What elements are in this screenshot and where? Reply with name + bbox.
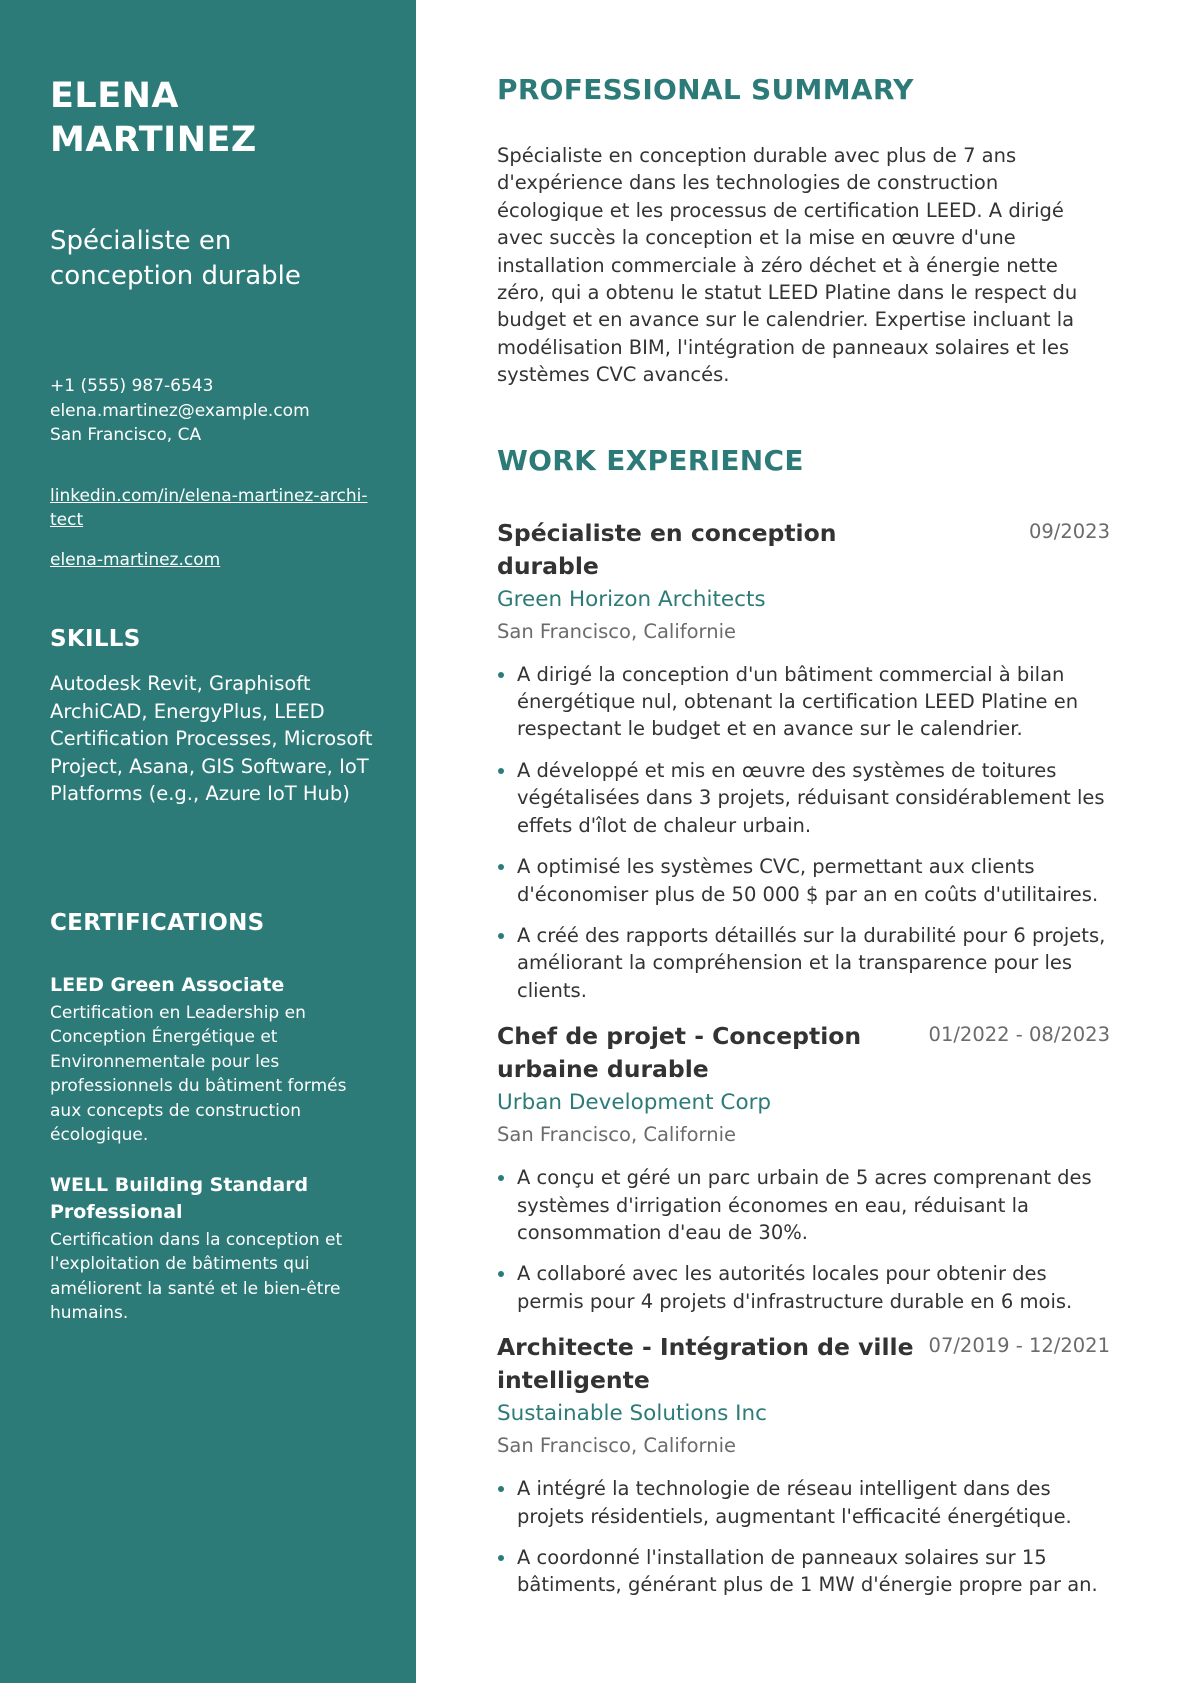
achievement-item: A conçu et géré un parc urbain de 5 acres comprenant des systèmes d'irrigation économes en eau, réduisant la consommation d'eau de 30%. bbox=[497, 1164, 1110, 1246]
job-achievements bbox=[497, 661, 1110, 1004]
linkedin-link[interactable]: linkedin.com/in/elena-martinez-archi-tect bbox=[50, 485, 368, 530]
achievement-item: A développé et mis en œuvre des systèmes de toitures végétalisées dans 3 projets, réduisant considérablement les effets d'îlot de chaleur urbain. bbox=[497, 757, 1110, 839]
main-content bbox=[416, 0, 1190, 1683]
job-entry bbox=[497, 1020, 1110, 1315]
email-address: elena.martinez@example.com bbox=[50, 400, 310, 421]
company-name: Sustainable Solutions Inc bbox=[497, 1401, 767, 1427]
job-header bbox=[497, 1020, 1110, 1086]
summary-heading: PROFESSIONAL SUMMARY bbox=[497, 73, 914, 106]
achievement-item: A créé des rapports détaillés sur la durabilité pour 6 projets, améliorant la compréhension et la transparence pour les clients. bbox=[497, 922, 1110, 1004]
phone-number: +1 (555) 987-6543 bbox=[50, 376, 214, 396]
achievement-item: A collaboré avec les autorités locales pour obtenir des permis pour 4 projets d'infrastructure durable en 6 mois. bbox=[497, 1260, 1110, 1315]
job-date: 09/2023 bbox=[1028, 519, 1110, 543]
sidebar bbox=[0, 0, 416, 1683]
certification-description: Certification dans la conception et l'exploitation de bâtiments qui améliorent la santé et le bien-être humains. bbox=[50, 1229, 343, 1323]
achievement-item: A dirigé la conception d'un bâtiment commercial à bilan énergétique nul, obtenant la certification LEED Platine en respectant le budget et en avance sur le calendrier. bbox=[497, 661, 1110, 743]
achievement-item: A intégré la technologie de réseau intelligent dans des projets résidentiels, augmentant l'efficacité énergétique. bbox=[497, 1475, 1110, 1530]
certifications-heading: CERTIFICATIONS bbox=[50, 909, 265, 936]
contact-info bbox=[50, 374, 376, 448]
summary-text: Spécialiste en conception durable avec plus de 7 ans d'expérience dans les technologies de construction écologique et les processus de certification LEED. A dirigé avec succès la conception et la mise en œuvre d'une installation commerciale à zéro déchet et à énergie nette zéro, qui a obtenu le statut LEED Platine dans le respect du budget et en avance sur le calendrier. Expertise incluant la modélisation BIM, l'intégration de panneaux solaires et les systèmes CVC avancés. bbox=[497, 144, 1078, 387]
location: San Francisco, CA bbox=[50, 425, 202, 445]
job-header bbox=[497, 1331, 1110, 1397]
skills-list: Autodesk Revit, Graphisoft ArchiCAD, EnergyPlus, LEED Certification Processes, Microsoft Project, Asana, GIS Software, IoT Platforms (e.g., Azure IoT Hub) bbox=[50, 672, 373, 805]
job-title: Chef de projet - Conception urbaine durable bbox=[497, 1022, 862, 1084]
certification-item bbox=[50, 972, 376, 1148]
candidate-headline: Spécialiste en conception durable bbox=[50, 226, 301, 291]
job-location: San Francisco, Californie bbox=[497, 1434, 736, 1458]
job-date: 07/2019 - 12/2021 bbox=[928, 1334, 1110, 1358]
job-achievements bbox=[497, 1475, 1110, 1599]
job-location: San Francisco, Californie bbox=[497, 619, 736, 643]
skills-heading: SKILLS bbox=[50, 626, 141, 652]
company-name: Green Horizon Architects bbox=[497, 586, 766, 612]
certification-item bbox=[50, 1172, 376, 1326]
job-list bbox=[497, 517, 1110, 1599]
company-name: Urban Development Corp bbox=[497, 1090, 772, 1116]
profile-links bbox=[50, 484, 376, 573]
achievement-item: A coordonné l'installation de panneaux solaires sur 15 bâtiments, générant plus de 1 MW d'énergie propre par an. bbox=[497, 1544, 1110, 1599]
job-achievements bbox=[497, 1164, 1110, 1315]
job-title: Architecte - Intégration de ville intelligente bbox=[497, 1333, 914, 1395]
website-link[interactable]: elena-martinez.com bbox=[50, 549, 221, 570]
job-header bbox=[497, 517, 1110, 583]
job-location: San Francisco, Californie bbox=[497, 1123, 736, 1147]
certification-name: WELL Building Standard Professional bbox=[50, 1173, 309, 1223]
job-title: Spécialiste en conception durable bbox=[497, 518, 837, 580]
certifications-list bbox=[50, 972, 376, 1326]
work-experience-heading: WORK EXPERIENCE bbox=[497, 443, 804, 477]
job-entry bbox=[497, 517, 1110, 1004]
certification-name: LEED Green Associate bbox=[50, 973, 285, 996]
candidate-name: ELENA MARTINEZ bbox=[50, 76, 257, 160]
achievement-item: A optimisé les systèmes CVC, permettant aux clients d'économiser plus de 50 000 $ par an en coûts d'utilitaires. bbox=[497, 853, 1110, 908]
job-entry bbox=[497, 1331, 1110, 1599]
job-date: 01/2022 - 08/2023 bbox=[928, 1023, 1110, 1047]
certification-description: Certification en Leadership en Conception Énergétique et Environnementale pour les professionnels du bâtiment formés aux concepts de construction écologique. bbox=[50, 1002, 347, 1145]
